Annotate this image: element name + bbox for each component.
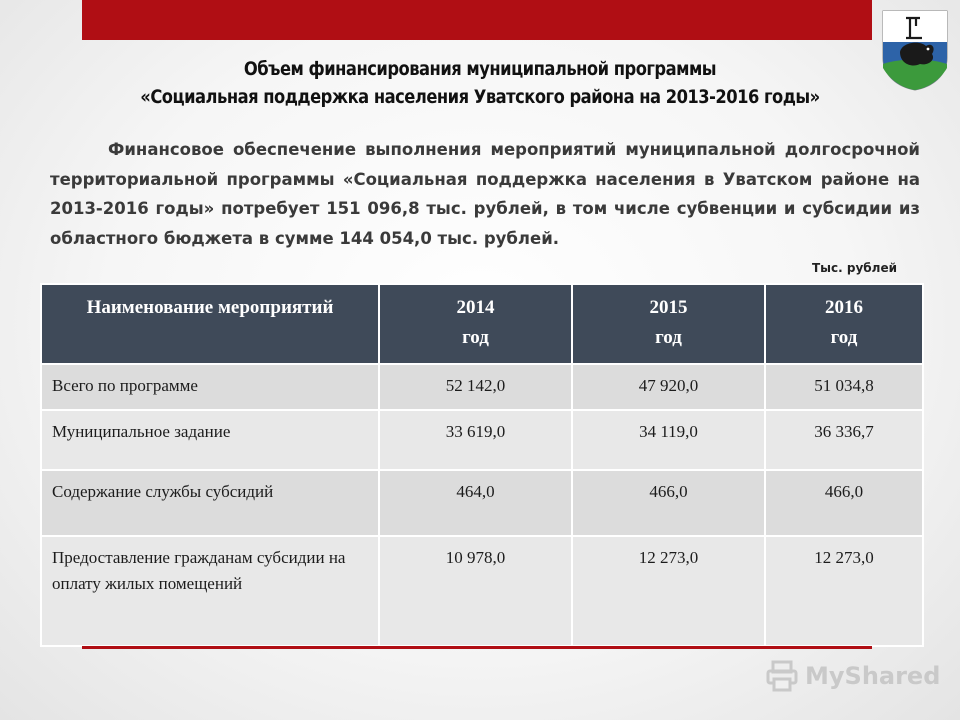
watermark bbox=[765, 656, 940, 696]
row-label: Содержание службы субсидий bbox=[41, 470, 379, 536]
intro-paragraph: Финансовое обеспечение выполнения мероприятий муниципальной долгосрочной территориальной программы «Социальная поддержка населения в Уватском районе на 2013-2016 годы» потребует 151 096,8 тыс. рублей, в том числе субвенции и субсидии из областного бюджета в сумме 144 054,0 тыс. рублей. bbox=[50, 140, 920, 248]
value-2016: 51 034,8 bbox=[765, 364, 923, 410]
value-2016: 36 336,7 bbox=[765, 410, 923, 470]
header-2015: 2015 год bbox=[572, 284, 765, 364]
table-row bbox=[41, 410, 923, 470]
table-row bbox=[41, 470, 923, 536]
value-2014: 33 619,0 bbox=[379, 410, 572, 470]
value-2015: 12 273,0 bbox=[572, 536, 765, 646]
watermark-text: MyShared bbox=[805, 662, 941, 690]
printer-icon bbox=[765, 659, 799, 693]
page-title-line2: «Социальная поддержка населения Уватского района на 2013-2016 годы» bbox=[140, 86, 820, 108]
row-label: Предоставление гражданам субсидии на оплату жилых помещений bbox=[41, 536, 379, 646]
row-label: Муниципальное задание bbox=[41, 410, 379, 470]
header-2014: 2014 год bbox=[379, 284, 572, 364]
value-2016: 12 273,0 bbox=[765, 536, 923, 646]
top-accent-bar bbox=[82, 0, 872, 40]
bottom-accent-line bbox=[82, 646, 872, 649]
header-name: Наименование мероприятий bbox=[41, 284, 379, 364]
value-2015: 34 119,0 bbox=[572, 410, 765, 470]
funding-table bbox=[40, 283, 924, 647]
header-2016: 2016 год bbox=[765, 284, 923, 364]
value-2014: 10 978,0 bbox=[379, 536, 572, 646]
table-row bbox=[41, 536, 923, 646]
units-label: Тыс. рублей bbox=[812, 261, 898, 275]
page-title-line1: Объем финансирования муниципальной программы bbox=[243, 58, 717, 80]
value-2015: 466,0 bbox=[572, 470, 765, 536]
value-2016: 466,0 bbox=[765, 470, 923, 536]
table-header-row bbox=[41, 284, 923, 364]
value-2014: 464,0 bbox=[379, 470, 572, 536]
value-2015: 47 920,0 bbox=[572, 364, 765, 410]
value-2014: 52 142,0 bbox=[379, 364, 572, 410]
row-label: Всего по программе bbox=[41, 364, 379, 410]
table-row bbox=[41, 364, 923, 410]
